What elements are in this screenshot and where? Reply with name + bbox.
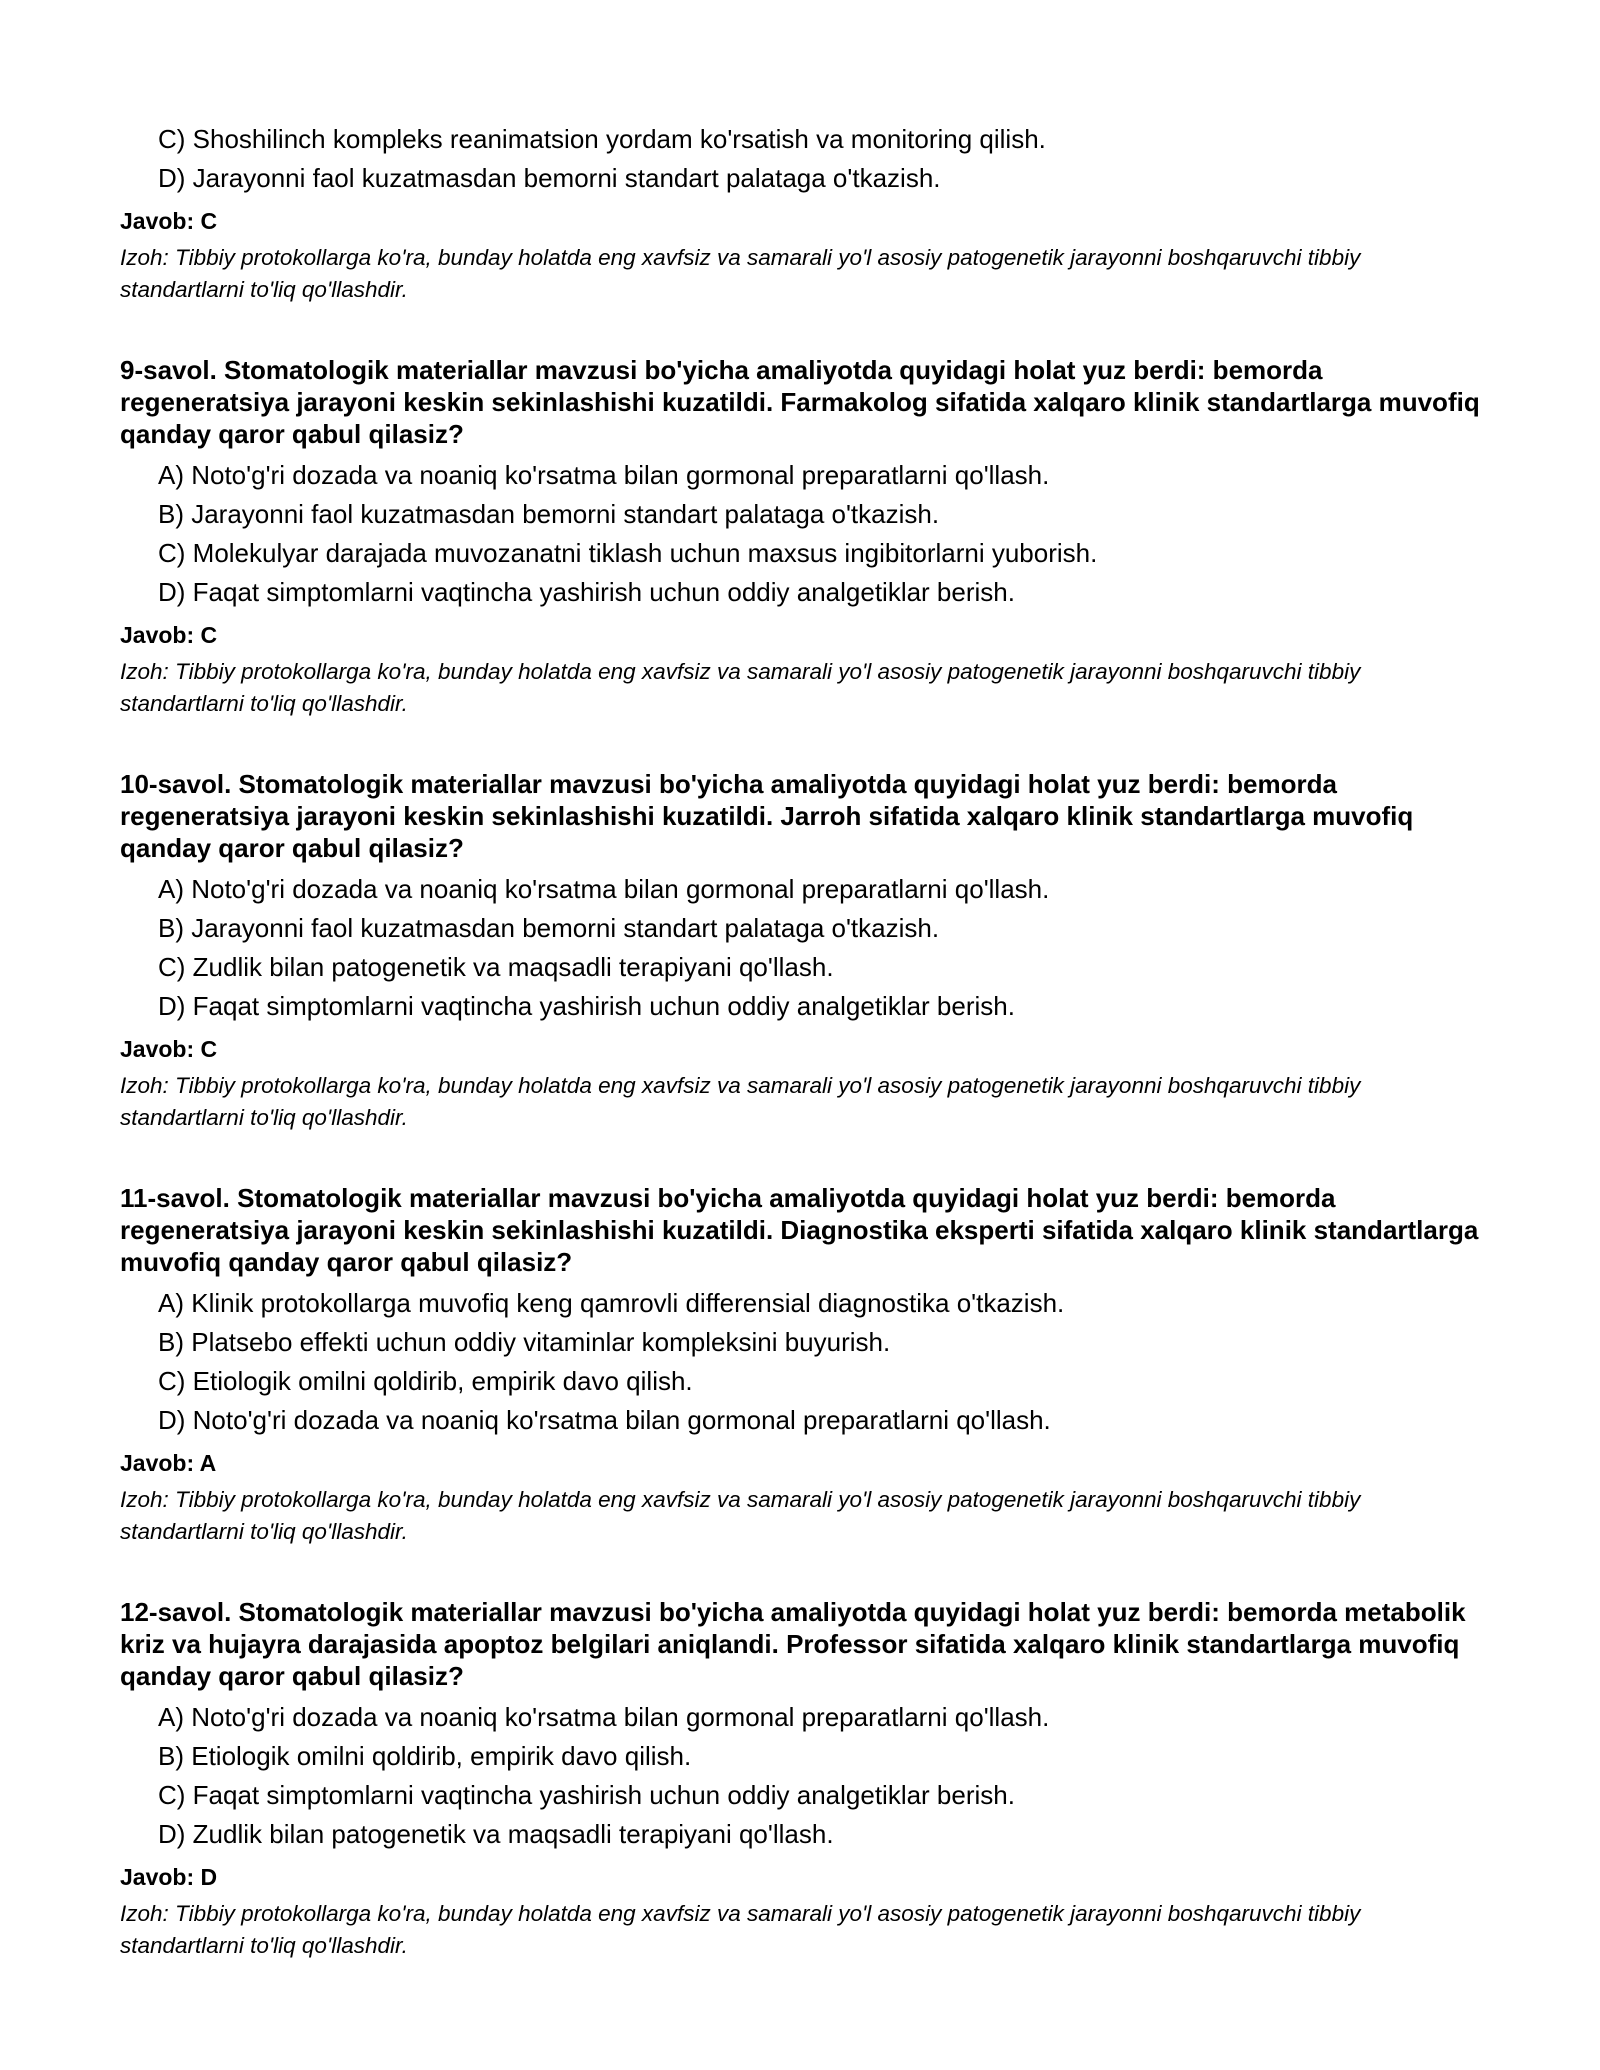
option-d: D) Faqat simptomlarni vaqtincha yashirish uchun oddiy analgetiklar berish. bbox=[158, 577, 1015, 607]
explanation-note: Izoh: Tibbiy protokollarga ko'ra, bunday holatda eng xavfsiz va samarali yo'l asosiy patogenetik jarayonni boshqaruvchi tibbiy standartlarni to'liq qo'llashdir. bbox=[120, 245, 1361, 302]
options-list bbox=[120, 120, 1490, 198]
option-a: A) Noto'g'ri dozada va noaniq ko'rsatma bilan gormonal preparatlarni qo'llash. bbox=[158, 1702, 1050, 1732]
option-c: C) Molekulyar darajada muvozanatni tiklash uchun maxsus ingibitorlarni yuborish. bbox=[158, 538, 1098, 568]
question-text: 9-savol. Stomatologik materiallar mavzusi bo'yicha amaliyotda quyidagi holat yuz berdi: bemorda regeneratsiya jarayoni keskin sekinlashishi kuzatildi. Farmakolog sifatida xalqaro klinik standartlarga muvofiq qanday qaror qabul qilasiz? bbox=[120, 355, 1480, 449]
options-list bbox=[120, 1284, 1490, 1440]
question-text: 12-savol. Stomatologik materiallar mavzusi bo'yicha amaliyotda quyidagi holat yuz berdi: bemorda metabolik kriz va hujayra darajasida apoptoz belgilari aniqlandi. Professor sifatida xalqaro klinik standartlarga muvofiq qanday qaror qabul qilasiz? bbox=[120, 1597, 1466, 1691]
explanation-note: Izoh: Tibbiy protokollarga ko'ra, bunday holatda eng xavfsiz va samarali yo'l asosiy patogenetik jarayonni boshqaruvchi tibbiy standartlarni to'liq qo'llashdir. bbox=[120, 1487, 1361, 1544]
explanation-note: Izoh: Tibbiy protokollarga ko'ra, bunday holatda eng xavfsiz va samarali yo'l asosiy patogenetik jarayonni boshqaruvchi tibbiy standartlarni to'liq qo'llashdir. bbox=[120, 1073, 1361, 1130]
answer-label: Javob: D bbox=[120, 1864, 218, 1890]
option-b: B) Etiologik omilni qoldirib, empirik davo qilish. bbox=[158, 1741, 692, 1771]
option-d: D) Faqat simptomlarni vaqtincha yashirish uchun oddiy analgetiklar berish. bbox=[158, 991, 1015, 1021]
options-list bbox=[120, 456, 1490, 612]
option-d: D) Noto'g'ri dozada va noaniq ko'rsatma bilan gormonal preparatlarni qo'llash. bbox=[158, 1405, 1051, 1435]
option-a: A) Noto'g'ri dozada va noaniq ko'rsatma bilan gormonal preparatlarni qo'llash. bbox=[158, 460, 1050, 490]
option-c: C) Zudlik bilan patogenetik va maqsadli terapiyani qo'llash. bbox=[158, 952, 834, 982]
question-11 bbox=[120, 1182, 1490, 1548]
answer-label: Javob: A bbox=[120, 1450, 217, 1476]
answer-label: Javob: C bbox=[120, 208, 218, 234]
option-b: B) Jarayonni faol kuzatmasdan bemorni standart palataga o'tkazish. bbox=[158, 913, 940, 943]
document-page bbox=[120, 120, 1490, 1962]
option-b: B) Platsebo effekti uchun oddiy vitaminlar kompleksini buyurish. bbox=[158, 1327, 891, 1357]
option-a: A) Klinik protokollarga muvofiq keng qamrovli differensial diagnostika o'tkazish. bbox=[158, 1288, 1065, 1318]
explanation-note: Izoh: Tibbiy protokollarga ko'ra, bunday holatda eng xavfsiz va samarali yo'l asosiy patogenetik jarayonni boshqaruvchi tibbiy standartlarni to'liq qo'llashdir. bbox=[120, 1901, 1361, 1958]
option-c: C) Etiologik omilni qoldirib, empirik davo qilish. bbox=[158, 1366, 693, 1396]
question-10 bbox=[120, 768, 1490, 1134]
question-8-continued bbox=[120, 120, 1490, 306]
option-b: B) Jarayonni faol kuzatmasdan bemorni standart palataga o'tkazish. bbox=[158, 499, 940, 529]
answer-label: Javob: C bbox=[120, 622, 218, 648]
option-d: D) Zudlik bilan patogenetik va maqsadli terapiyani qo'llash. bbox=[158, 1819, 834, 1849]
option-a: A) Noto'g'ri dozada va noaniq ko'rsatma bilan gormonal preparatlarni qo'llash. bbox=[158, 874, 1050, 904]
options-list bbox=[120, 870, 1490, 1026]
option-d: D) Jarayonni faol kuzatmasdan bemorni standart palataga o'tkazish. bbox=[158, 163, 941, 193]
question-12 bbox=[120, 1596, 1490, 1962]
option-c: C) Shoshilinch kompleks reanimatsion yordam ko'rsatish va monitoring qilish. bbox=[158, 124, 1046, 154]
question-text: 10-savol. Stomatologik materiallar mavzusi bo'yicha amaliyotda quyidagi holat yuz berdi: bemorda regeneratsiya jarayoni keskin sekinlashishi kuzatildi. Jarroh sifatida xalqaro klinik standartlarga muvofiq qanday qaror qabul qilasiz? bbox=[120, 769, 1414, 863]
question-text: 11-savol. Stomatologik materiallar mavzusi bo'yicha amaliyotda quyidagi holat yuz berdi: bemorda regeneratsiya jarayoni keskin sekinlashishi kuzatildi. Diagnostika eksperti sifatida xalqaro klinik standartlarga muvofiq qanday qaror qabul qilasiz? bbox=[120, 1183, 1479, 1277]
options-list bbox=[120, 1698, 1490, 1854]
option-c: C) Faqat simptomlarni vaqtincha yashirish uchun oddiy analgetiklar berish. bbox=[158, 1780, 1015, 1810]
answer-label: Javob: C bbox=[120, 1036, 218, 1062]
explanation-note: Izoh: Tibbiy protokollarga ko'ra, bunday holatda eng xavfsiz va samarali yo'l asosiy patogenetik jarayonni boshqaruvchi tibbiy standartlarni to'liq qo'llashdir. bbox=[120, 659, 1361, 716]
question-9 bbox=[120, 354, 1490, 720]
